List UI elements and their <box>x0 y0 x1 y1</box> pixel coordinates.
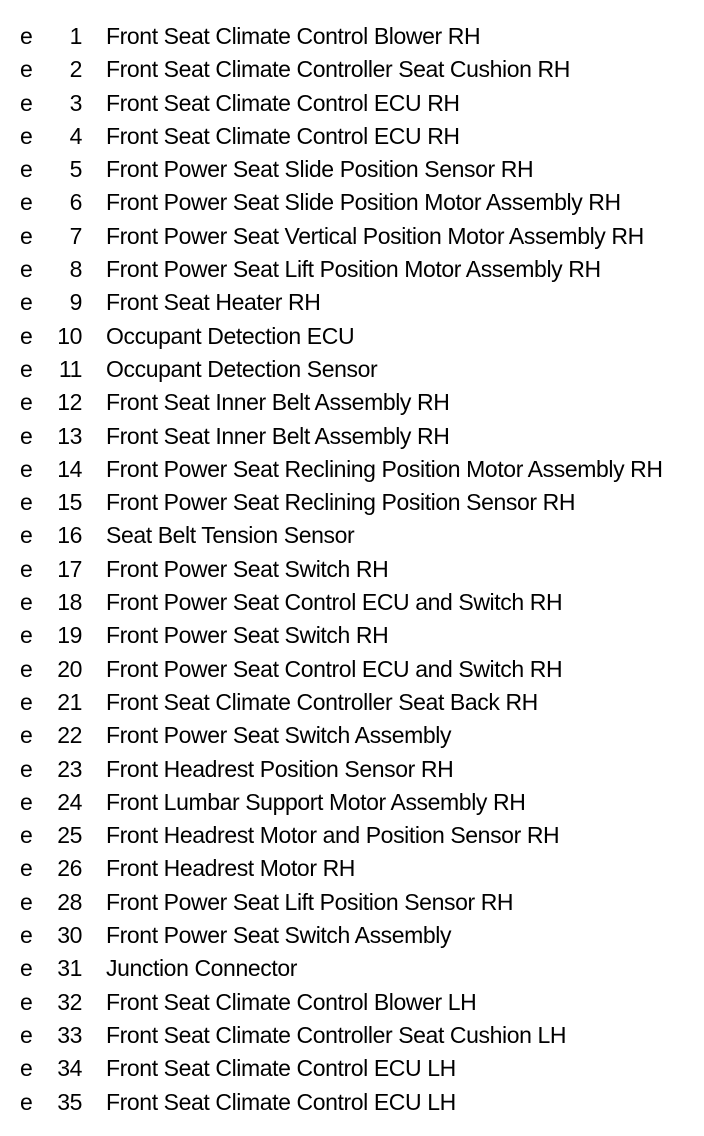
connector-code: e <box>20 289 33 316</box>
legend-row <box>0 686 704 719</box>
connector-code: e <box>20 222 33 249</box>
component-name: Front Headrest Motor and Position Sensor RH <box>106 822 560 849</box>
connector-code: e <box>20 355 33 382</box>
legend-row <box>0 753 704 786</box>
connector-code: e <box>20 522 33 549</box>
legend-row <box>0 786 704 819</box>
component-name: Front Seat Climate Control ECU LH <box>106 1088 456 1115</box>
legend-row <box>0 952 704 985</box>
connector-number: 21 <box>57 688 82 715</box>
connector-number: 17 <box>57 555 82 582</box>
connector-number: 26 <box>57 855 82 882</box>
connector-number: 5 <box>69 156 82 183</box>
connector-code: e <box>20 256 33 283</box>
legend-row <box>0 220 704 253</box>
connector-number: 6 <box>69 189 82 216</box>
connector-code: e <box>20 23 33 49</box>
connector-code: e <box>20 389 33 416</box>
connector-code: e <box>20 422 33 449</box>
legend-row <box>0 153 704 186</box>
component-name: Junction Connector <box>106 955 297 982</box>
connector-number: 33 <box>57 1021 82 1048</box>
component-name: Front Power Seat Reclining Position Motor Assembly RH <box>106 455 663 482</box>
connector-number: 31 <box>57 955 82 982</box>
connector-code: e <box>20 322 33 349</box>
connector-code: e <box>20 156 33 183</box>
legend-row <box>0 286 704 319</box>
legend-row <box>0 486 704 519</box>
connector-code: e <box>20 688 33 715</box>
connector-number: 34 <box>57 1055 82 1082</box>
connector-number: 32 <box>57 988 82 1015</box>
connector-number: 9 <box>69 289 82 316</box>
component-name: Front Power Seat Control ECU and Switch RH <box>106 589 563 616</box>
connector-code: e <box>20 1021 33 1048</box>
connector-number: 35 <box>57 1088 82 1115</box>
component-name: Front Seat Inner Belt Assembly RH <box>106 422 450 449</box>
connector-code: e <box>20 988 33 1015</box>
component-name: Front Headrest Motor RH <box>106 855 355 882</box>
legend-row <box>0 186 704 219</box>
connector-code: e <box>20 855 33 882</box>
legend-row <box>0 886 704 919</box>
connector-code: e <box>20 722 33 749</box>
component-name: Front Seat Climate Control ECU LH <box>106 1055 456 1082</box>
legend-row <box>0 653 704 686</box>
legend-row <box>0 253 704 286</box>
component-name: Front Seat Climate Control ECU RH <box>106 89 460 116</box>
connector-code: e <box>20 955 33 982</box>
connector-code: e <box>20 655 33 682</box>
component-name: Front Headrest Position Sensor RH <box>106 755 454 782</box>
connector-number: 23 <box>57 755 82 782</box>
component-name: Seat Belt Tension Sensor <box>106 522 355 549</box>
component-name: Front Seat Climate Control Blower RH <box>106 23 481 49</box>
connector-number: 22 <box>57 722 82 749</box>
connector-number: 20 <box>57 655 82 682</box>
component-name: Front Power Seat Vertical Position Motor Assembly RH <box>106 222 644 249</box>
connector-code: e <box>20 489 33 516</box>
component-name: Front Power Seat Slide Position Sensor RH <box>106 156 534 183</box>
legend-row <box>0 719 704 752</box>
component-name: Front Seat Inner Belt Assembly RH <box>106 389 450 416</box>
component-name: Occupant Detection Sensor <box>106 355 378 382</box>
connector-number: 11 <box>58 355 82 382</box>
connector-number: 14 <box>57 455 82 482</box>
connector-number: 12 <box>57 389 82 416</box>
connector-code: e <box>20 189 33 216</box>
component-name: Front Seat Climate Control ECU RH <box>106 122 460 149</box>
component-name: Front Lumbar Support Motor Assembly RH <box>106 788 526 815</box>
connector-code: e <box>20 788 33 815</box>
component-name: Front Power Seat Control ECU and Switch RH <box>106 655 563 682</box>
legend-row <box>0 53 704 86</box>
connector-code: e <box>20 622 33 649</box>
connector-code: e <box>20 589 33 616</box>
component-name: Front Power Seat Switch RH <box>106 622 389 649</box>
legend-row <box>0 420 704 453</box>
connector-number: 28 <box>57 888 82 915</box>
connector-number: 25 <box>57 822 82 849</box>
connector-number: 1 <box>69 23 82 49</box>
legend-row <box>0 553 704 586</box>
connector-number: 10 <box>57 322 82 349</box>
legend-row <box>0 1086 704 1119</box>
connector-number: 3 <box>69 89 82 116</box>
component-name: Front Power Seat Lift Position Sensor RH <box>106 888 514 915</box>
connector-number: 8 <box>69 256 82 283</box>
connector-number: 13 <box>57 422 82 449</box>
component-name: Front Power Seat Slide Position Motor Assembly RH <box>106 189 621 216</box>
legend-row <box>0 20 704 53</box>
legend-row <box>0 986 704 1019</box>
connector-code: e <box>20 755 33 782</box>
connector-code: e <box>20 1088 33 1115</box>
connector-number: 15 <box>57 489 82 516</box>
connector-code: e <box>20 922 33 949</box>
legend-row <box>0 1019 704 1052</box>
legend-row <box>0 852 704 885</box>
legend-row <box>0 919 704 952</box>
connector-legend-list <box>0 20 704 1119</box>
legend-row <box>0 386 704 419</box>
component-name: Front Power Seat Reclining Position Sensor RH <box>106 489 576 516</box>
component-name: Front Power Seat Switch RH <box>106 555 389 582</box>
component-name: Front Power Seat Lift Position Motor Assembly RH <box>106 256 601 283</box>
connector-number: 18 <box>57 589 82 616</box>
connector-number: 7 <box>69 222 82 249</box>
component-name: Front Seat Heater RH <box>106 289 321 316</box>
component-name: Front Seat Climate Controller Seat Back RH <box>106 688 538 715</box>
connector-code: e <box>20 56 33 83</box>
connector-number: 24 <box>57 788 82 815</box>
legend-row <box>0 120 704 153</box>
connector-number: 16 <box>57 522 82 549</box>
component-name: Front Power Seat Switch Assembly <box>106 922 452 949</box>
connector-code: e <box>20 122 33 149</box>
legend-row <box>0 619 704 652</box>
connector-number: 4 <box>69 122 82 149</box>
connector-code: e <box>20 1055 33 1082</box>
connector-code: e <box>20 455 33 482</box>
component-name: Occupant Detection ECU <box>106 322 355 349</box>
legend-row <box>0 819 704 852</box>
legend-row <box>0 519 704 552</box>
component-name: Front Power Seat Switch Assembly <box>106 722 452 749</box>
legend-row <box>0 453 704 486</box>
component-name: Front Seat Climate Control Blower LH <box>106 988 477 1015</box>
legend-row <box>0 353 704 386</box>
component-name: Front Seat Climate Controller Seat Cushion LH <box>106 1021 567 1048</box>
legend-row <box>0 1052 704 1085</box>
connector-number: 2 <box>69 56 82 83</box>
connector-number: 30 <box>57 922 82 949</box>
connector-code: e <box>20 89 33 116</box>
connector-code: e <box>20 888 33 915</box>
connector-code: e <box>20 822 33 849</box>
legend-row <box>0 586 704 619</box>
legend-row <box>0 320 704 353</box>
connector-code: e <box>20 555 33 582</box>
connector-number: 19 <box>57 622 82 649</box>
component-name: Front Seat Climate Controller Seat Cushion RH <box>106 56 570 83</box>
legend-row <box>0 87 704 120</box>
